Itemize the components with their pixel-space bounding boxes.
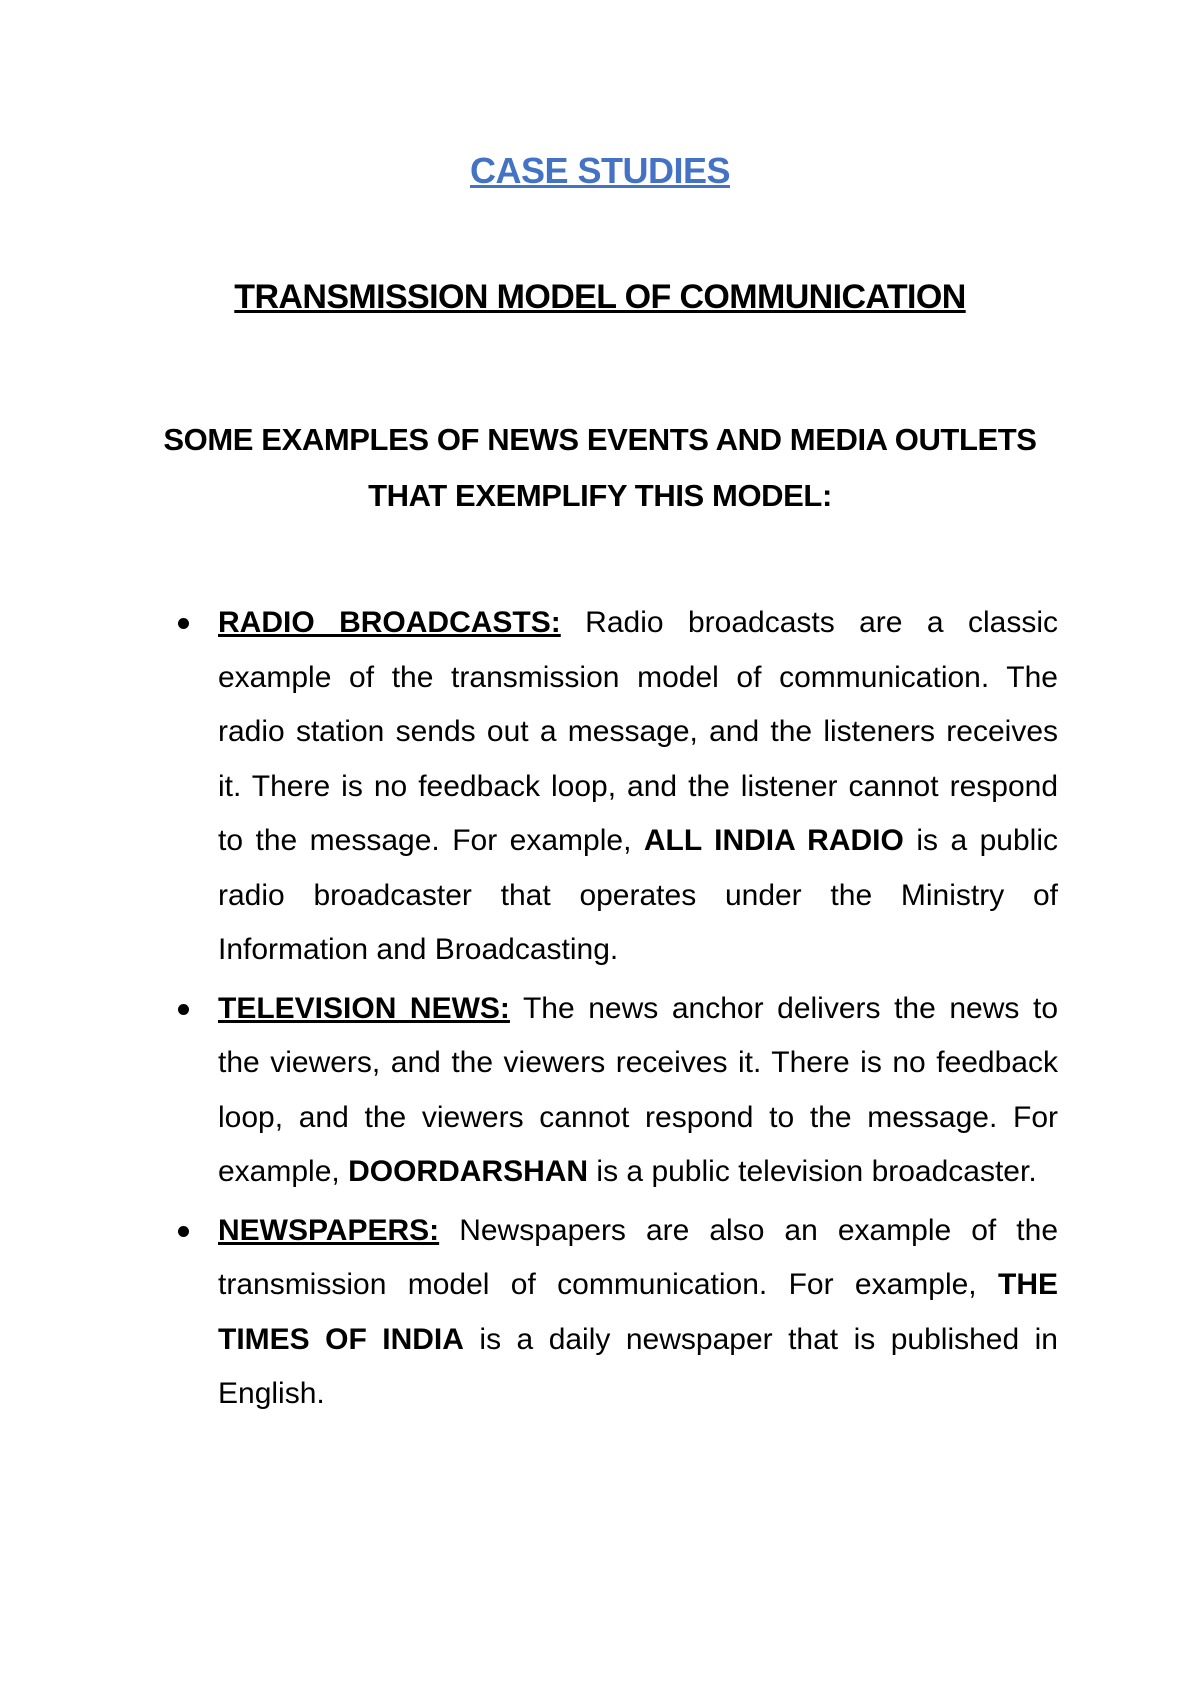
example-text-end: is a public radio broadcaster that operates under the Ministry of Information and Broadcasting. bbox=[218, 824, 1058, 966]
list-item-television-news bbox=[218, 982, 1058, 1200]
page-title: CASE STUDIES bbox=[469, 150, 731, 191]
example-text-end: is a public television broadcaster. bbox=[596, 1155, 1037, 1188]
example-text-end: is a daily newspaper that is published in English. bbox=[218, 1322, 1058, 1410]
example-term: TELEVISION NEWS: bbox=[218, 991, 510, 1025]
intro-heading: SOME EXAMPLES OF NEWS EVENTS AND MEDIA OUTLETS THAT EXEMPLIFY THIS MODEL: bbox=[163, 422, 1037, 513]
example-text: The news anchor delivers the news to the viewers, and the viewers receives it. There is no feedback loop, and the viewers cannot respond to the message. For example, bbox=[218, 991, 1058, 1188]
bullet-icon bbox=[178, 618, 189, 629]
example-term: RADIO BROADCASTS: bbox=[218, 606, 561, 639]
example-text: Newspapers are also an example of the transmission model of communication. For example, bbox=[218, 1213, 1058, 1301]
section-heading: TRANSMISSION MODEL OF COMMUNICATION bbox=[234, 278, 966, 316]
example-term: NEWSPAPERS: bbox=[218, 1213, 440, 1247]
examples-list bbox=[218, 596, 1058, 1426]
example-highlight: DOORDARSHAN bbox=[348, 1155, 589, 1188]
bullet-icon bbox=[178, 1004, 189, 1015]
example-text: Radio broadcasts are a classic example of the transmission model of communication. The radio station sends out a message, and the listeners receives it. There is no feedback loop, and the listener cannot respond to the message. For example, bbox=[218, 606, 1059, 857]
example-highlight: THE TIMES OF INDIA bbox=[218, 1268, 1058, 1356]
example-highlight: ALL INDIA RADIO bbox=[643, 824, 904, 857]
bullet-icon bbox=[178, 1226, 189, 1237]
list-item-newspapers bbox=[218, 1204, 1058, 1422]
list-item-radio-broadcasts bbox=[218, 596, 1058, 978]
